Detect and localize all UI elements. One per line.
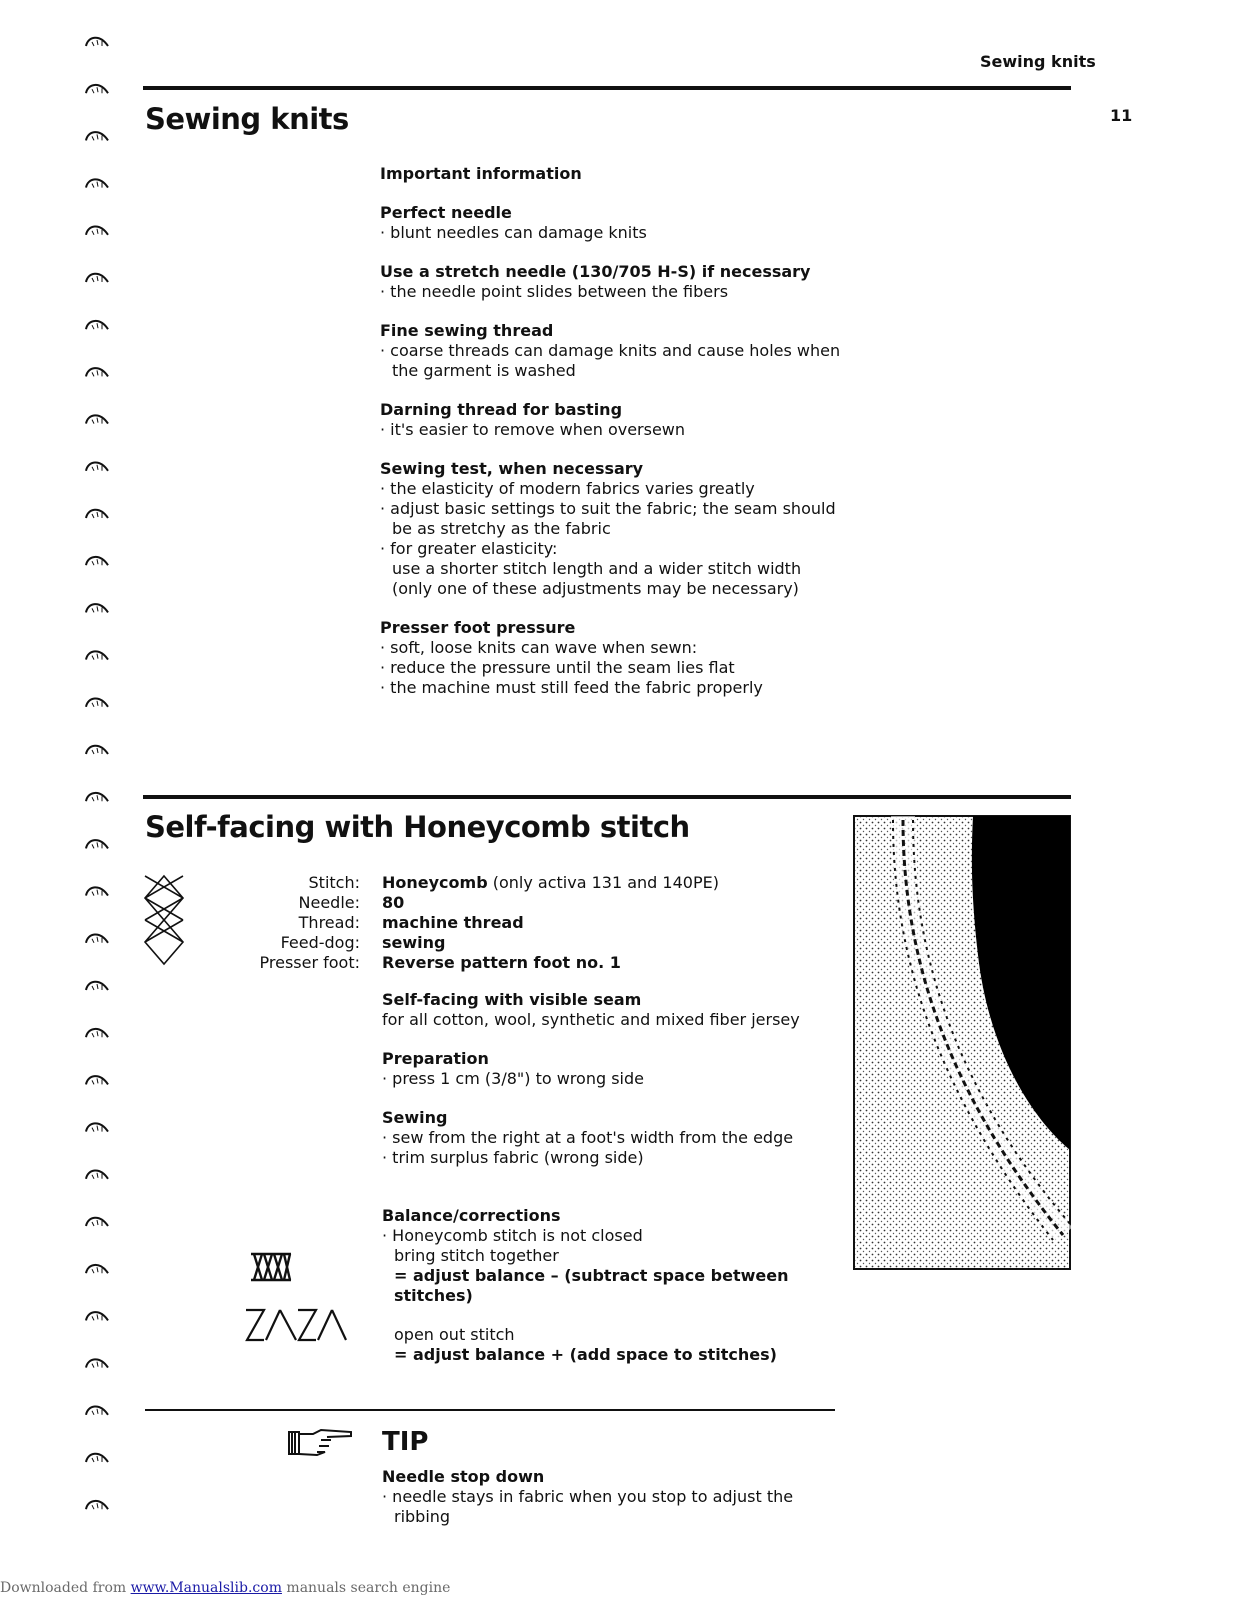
preparation-heading: Preparation [382,1049,489,1068]
page-number: 11 [1110,106,1133,125]
info-line: (only one of these adjustments may be necessary) [392,579,799,598]
sewing-line: · sew from the right at a foot's width from the edge [382,1128,832,1148]
visible-seam-block [382,990,832,1030]
stitch-closed-icon [250,1252,292,1282]
binder-ring-hatch [92,418,102,424]
sewing-heading: Sewing [382,1108,448,1127]
binder-ring-hatch [92,842,102,848]
info-heading: Sewing test, when necessary [380,459,644,478]
tip-heading: Needle stop down [382,1467,545,1486]
info-line: · it's easier to remove when oversewn [380,420,860,440]
binder-ring-hatch [92,1220,102,1226]
visible-seam-text: for all cotton, wool, synthetic and mixed fiber jersey [382,1010,800,1029]
binder-ring-hatch [92,559,102,565]
binder-ring-hatch [92,984,102,990]
binder-ring-hatch [92,937,102,943]
binder-ring-hatch [92,1314,102,1320]
binder-ring-hatch [92,40,102,46]
tip-line: ribbing [394,1507,451,1526]
settings-values [382,873,822,973]
info-line: · the machine must still feed the fabric properly [380,678,860,698]
visible-seam-heading: Self-facing with visible seam [382,990,642,1009]
balance-case1-line: · Honeycomb stitch is not closed [382,1226,832,1246]
setting-label-needle: Needle: [298,893,360,912]
manualslib-link[interactable]: www.Manualslib.com [130,1580,282,1596]
footer-prefix: Downloaded from [0,1580,131,1596]
binder-ring-hatch [92,795,102,801]
preparation-block [382,1049,832,1089]
honeycomb-stitch-icon [143,874,185,966]
sewing-block [382,1108,832,1168]
setting-value-thread: machine thread [382,913,524,932]
section-title-sewing-knits: Sewing knits [145,102,349,136]
info-item [380,400,860,440]
section2-body [382,990,832,1365]
info-item [380,459,860,599]
info-line: · coarse threads can damage knits and cause holes when [380,341,860,361]
binder-ring-hatch [92,890,102,896]
balance-case1-action: = adjust balance – (subtract space between stitches) [394,1266,789,1305]
info-line: the garment is washed [392,361,576,380]
tip-rule [145,1409,835,1411]
setting-label-stitch: Stitch: [308,873,360,892]
binder-ring-hatch [92,1173,102,1179]
setting-value-needle: 80 [382,893,405,912]
setting-note: (only activa 131 and 140PE) [492,873,719,892]
setting-label-presser-foot: Presser foot: [259,953,360,972]
binder-ring-hatch [92,606,102,612]
top-rule [143,86,1071,90]
running-header: Sewing knits [980,52,1096,71]
info-line: · blunt needles can damage knits [380,223,860,243]
setting-value-feed-dog: sewing [382,933,446,952]
balance-block [382,1206,832,1365]
binder-ring-hatch [92,1503,102,1509]
setting-value-presser-foot: Reverse pattern foot no. 1 [382,953,621,972]
info-line: · adjust basic settings to suit the fabric; the seam should [380,499,860,519]
binder-ring-hatch [92,134,102,140]
tip-body [382,1467,822,1527]
binder-ring-hatch [92,1031,102,1037]
info-item [380,262,860,302]
binder-ring-hatch [92,276,102,282]
binder-ring-hatch [92,323,102,329]
binder-ring-hatch [92,182,102,188]
info-heading: Darning thread for basting [380,400,623,419]
info-line: · the elasticity of modern fabrics varies greatly [380,479,860,499]
section2-rule [143,795,1071,799]
binder-ring-hatch [92,1126,102,1132]
binder-ring-hatch [92,512,102,518]
info-line: · reduce the pressure until the seam lies flat [380,658,860,678]
binder-ring-hatch [92,1409,102,1415]
info-item [380,321,860,381]
footer-suffix: manuals search engine [281,1580,451,1596]
honeycomb-seam-illustration [853,815,1071,1270]
binder-ring-hatch [92,1456,102,1462]
setting-value-stitch [382,873,822,893]
tip-line: · needle stays in fabric when you stop to adjust the [382,1487,822,1507]
setting-label-thread: Thread: [298,913,360,932]
binder-rings [80,0,114,1550]
balance-case1-line: bring stitch together [394,1246,559,1265]
binder-ring-hatch [92,748,102,754]
info-line: · soft, loose knits can wave when sewn: [380,638,860,658]
binder-ring-hatch [92,701,102,707]
pointing-hand-icon [287,1428,353,1458]
download-footer [0,1580,450,1596]
info-heading: Fine sewing thread [380,321,554,340]
info-heading: Use a stretch needle (130/705 H-S) if necessary [380,262,811,281]
balance-heading: Balance/corrections [382,1206,561,1225]
tip-title: TIP [382,1427,429,1457]
balance-case2-line: open out stitch [394,1325,515,1344]
sewing-line: · trim surplus fabric (wrong side) [382,1148,832,1168]
binder-ring-hatch [92,465,102,471]
info-line: · the needle point slides between the fibers [380,282,860,302]
setting-value: Honeycomb [382,873,488,892]
setting-label-feed-dog: Feed-dog: [280,933,360,952]
stitch-open-icon [244,1308,348,1342]
binder-ring-hatch [92,370,102,376]
info-heading: Presser foot pressure [380,618,576,637]
binder-ring-hatch [92,87,102,93]
info-line: be as stretchy as the fabric [392,519,611,538]
binder-ring-hatch [92,1362,102,1368]
settings-labels [240,873,360,973]
info-line: use a shorter stitch length and a wider stitch width [392,559,802,578]
info-item [380,618,860,698]
binder-ring-hatch [92,1078,102,1084]
section1-body [380,164,860,717]
info-heading: Perfect needle [380,203,512,222]
intro-heading: Important information [380,164,582,183]
info-item [380,203,860,243]
info-line: · for greater elasticity: [380,539,860,559]
section-title-honeycomb: Self-facing with Honeycomb stitch [145,810,690,844]
balance-case2-action: = adjust balance + (add space to stitches) [394,1345,777,1364]
binder-ring-hatch [92,229,102,235]
binder-ring-hatch [92,654,102,660]
preparation-line: · press 1 cm (3/8") to wrong side [382,1069,832,1089]
binder-ring-hatch [92,1267,102,1273]
